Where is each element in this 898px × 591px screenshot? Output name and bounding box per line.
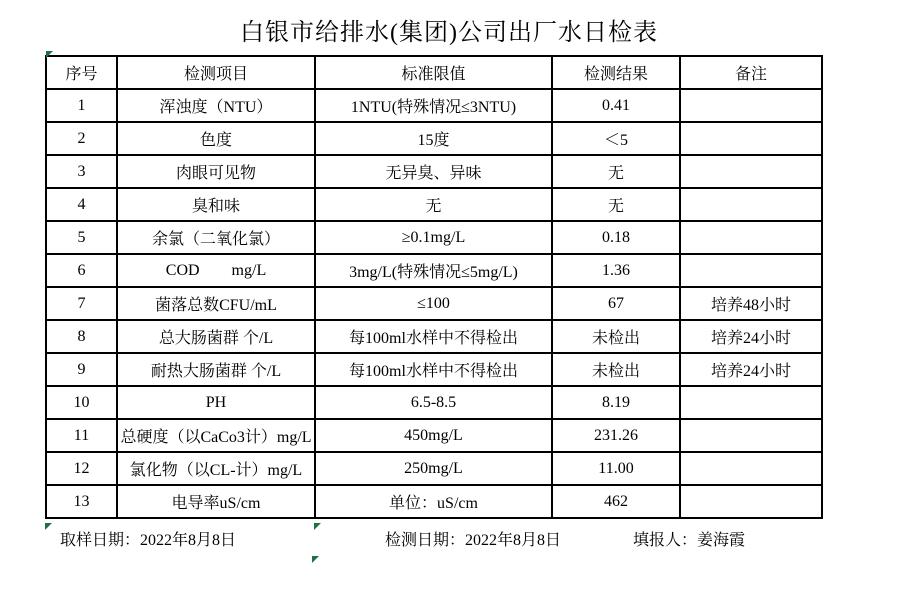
header-cell-result[interactable]: 检测结果	[552, 56, 680, 89]
row-number-cell[interactable]: 12	[46, 452, 117, 485]
cell-error-marker-icon	[46, 51, 53, 58]
item-cell[interactable]: 余氯（二氧化氯）	[117, 221, 315, 254]
row-number-cell[interactable]: 3	[46, 155, 117, 188]
remark-cell[interactable]	[680, 188, 822, 221]
table-row	[46, 386, 822, 419]
result-cell[interactable]: 无	[552, 188, 680, 221]
table-row	[46, 353, 822, 386]
standard-limit-cell[interactable]: 单位：uS/cm	[315, 485, 552, 518]
standard-limit-cell[interactable]: 每100ml水样中不得检出	[315, 320, 552, 353]
item-cell[interactable]: 色度	[117, 122, 315, 155]
remark-cell[interactable]: 培养48小时	[680, 287, 822, 320]
table-header	[46, 56, 822, 89]
header-cell-remark[interactable]: 备注	[680, 56, 822, 89]
standard-limit-cell[interactable]: 250mg/L	[315, 452, 552, 485]
standard-limit-cell[interactable]: 无	[315, 188, 552, 221]
row-number-cell[interactable]: 13	[46, 485, 117, 518]
table-row	[46, 254, 822, 287]
standard-limit-cell[interactable]: 6.5-8.5	[315, 386, 552, 419]
item-cell[interactable]: 菌落总数CFU/mL	[117, 287, 315, 320]
standard-limit-cell[interactable]: 每100ml水样中不得检出	[315, 353, 552, 386]
test-date-label[interactable]: 检测日期：2022年8月8日	[385, 532, 562, 549]
standard-limit-cell[interactable]: 3mg/L(特殊情况≤5mg/L)	[315, 254, 552, 287]
standard-limit-cell[interactable]: 1NTU(特殊情况≤3NTU)	[315, 89, 552, 122]
remark-cell[interactable]	[680, 452, 822, 485]
table-row	[46, 122, 822, 155]
row-number-cell[interactable]: 5	[46, 221, 117, 254]
item-cell[interactable]: 总硬度（以CaCo3计）mg/L	[117, 419, 315, 452]
result-cell[interactable]: 未检出	[552, 353, 680, 386]
row-number-cell[interactable]: 11	[46, 419, 117, 452]
sampling-date-label[interactable]: 取样日期：2022年8月8日	[60, 532, 237, 549]
cell-error-marker-icon	[314, 523, 321, 530]
item-cell[interactable]: PH	[117, 386, 315, 419]
result-cell[interactable]: 462	[552, 485, 680, 518]
remark-cell[interactable]	[680, 419, 822, 452]
table-row	[46, 89, 822, 122]
result-cell[interactable]: ＜5	[552, 122, 680, 155]
result-cell[interactable]: 8.19	[552, 386, 680, 419]
result-cell[interactable]: 11.00	[552, 452, 680, 485]
row-number-cell[interactable]: 7	[46, 287, 117, 320]
standard-limit-cell[interactable]: ≥0.1mg/L	[315, 221, 552, 254]
table-row	[46, 155, 822, 188]
item-cell[interactable]: 电导率uS/cm	[117, 485, 315, 518]
result-cell[interactable]: 1.36	[552, 254, 680, 287]
remark-cell[interactable]	[680, 221, 822, 254]
table-row	[46, 320, 822, 353]
header-cell-no[interactable]: 序号	[46, 56, 117, 89]
remark-cell[interactable]: 培养24小时	[680, 320, 822, 353]
remark-cell[interactable]	[680, 386, 822, 419]
item-cell[interactable]: 耐热大肠菌群 个/L	[117, 353, 315, 386]
result-cell[interactable]: 无	[552, 155, 680, 188]
item-cell[interactable]: 臭和味	[117, 188, 315, 221]
table-row	[46, 188, 822, 221]
remark-cell[interactable]: 培养24小时	[680, 353, 822, 386]
table-row	[46, 419, 822, 452]
standard-limit-cell[interactable]: 15度	[315, 122, 552, 155]
result-cell[interactable]: 0.18	[552, 221, 680, 254]
row-number-cell[interactable]: 9	[46, 353, 117, 386]
table-row	[46, 287, 822, 320]
item-cell[interactable]: 浑浊度（NTU）	[117, 89, 315, 122]
result-cell[interactable]: 0.41	[552, 89, 680, 122]
remark-cell[interactable]	[680, 155, 822, 188]
standard-limit-cell[interactable]: ≤100	[315, 287, 552, 320]
header-cell-item[interactable]: 检测项目	[117, 56, 315, 89]
result-cell[interactable]: 未检出	[552, 320, 680, 353]
cell-error-marker-icon	[312, 556, 319, 563]
row-number-cell[interactable]: 10	[46, 386, 117, 419]
result-cell[interactable]: 231.26	[552, 419, 680, 452]
table-row	[46, 485, 822, 518]
row-number-cell[interactable]: 8	[46, 320, 117, 353]
reporter-label[interactable]: 填报人：姜海霞	[633, 532, 746, 549]
item-cell[interactable]: 肉眼可见物	[117, 155, 315, 188]
inspection-table	[45, 55, 823, 519]
row-number-cell[interactable]: 1	[46, 89, 117, 122]
item-cell[interactable]: 氯化物（以CL-计）mg/L	[117, 452, 315, 485]
cell-error-marker-icon	[45, 523, 52, 530]
table-row	[46, 221, 822, 254]
standard-limit-cell[interactable]: 450mg/L	[315, 419, 552, 452]
remark-cell[interactable]	[680, 89, 822, 122]
header-cell-standard[interactable]: 标准限值	[315, 56, 552, 89]
header-row	[46, 56, 822, 89]
table-body	[46, 89, 822, 518]
item-cell[interactable]: COD mg/L	[117, 254, 315, 287]
row-number-cell[interactable]: 6	[46, 254, 117, 287]
page-title: 白银市给排水(集团)公司出厂水日检表	[240, 20, 658, 46]
table-row	[46, 452, 822, 485]
result-cell[interactable]: 67	[552, 287, 680, 320]
row-number-cell[interactable]: 2	[46, 122, 117, 155]
standard-limit-cell[interactable]: 无异臭、异味	[315, 155, 552, 188]
remark-cell[interactable]	[680, 254, 822, 287]
item-cell[interactable]: 总大肠菌群 个/L	[117, 320, 315, 353]
row-number-cell[interactable]: 4	[46, 188, 117, 221]
remark-cell[interactable]	[680, 485, 822, 518]
remark-cell[interactable]	[680, 122, 822, 155]
